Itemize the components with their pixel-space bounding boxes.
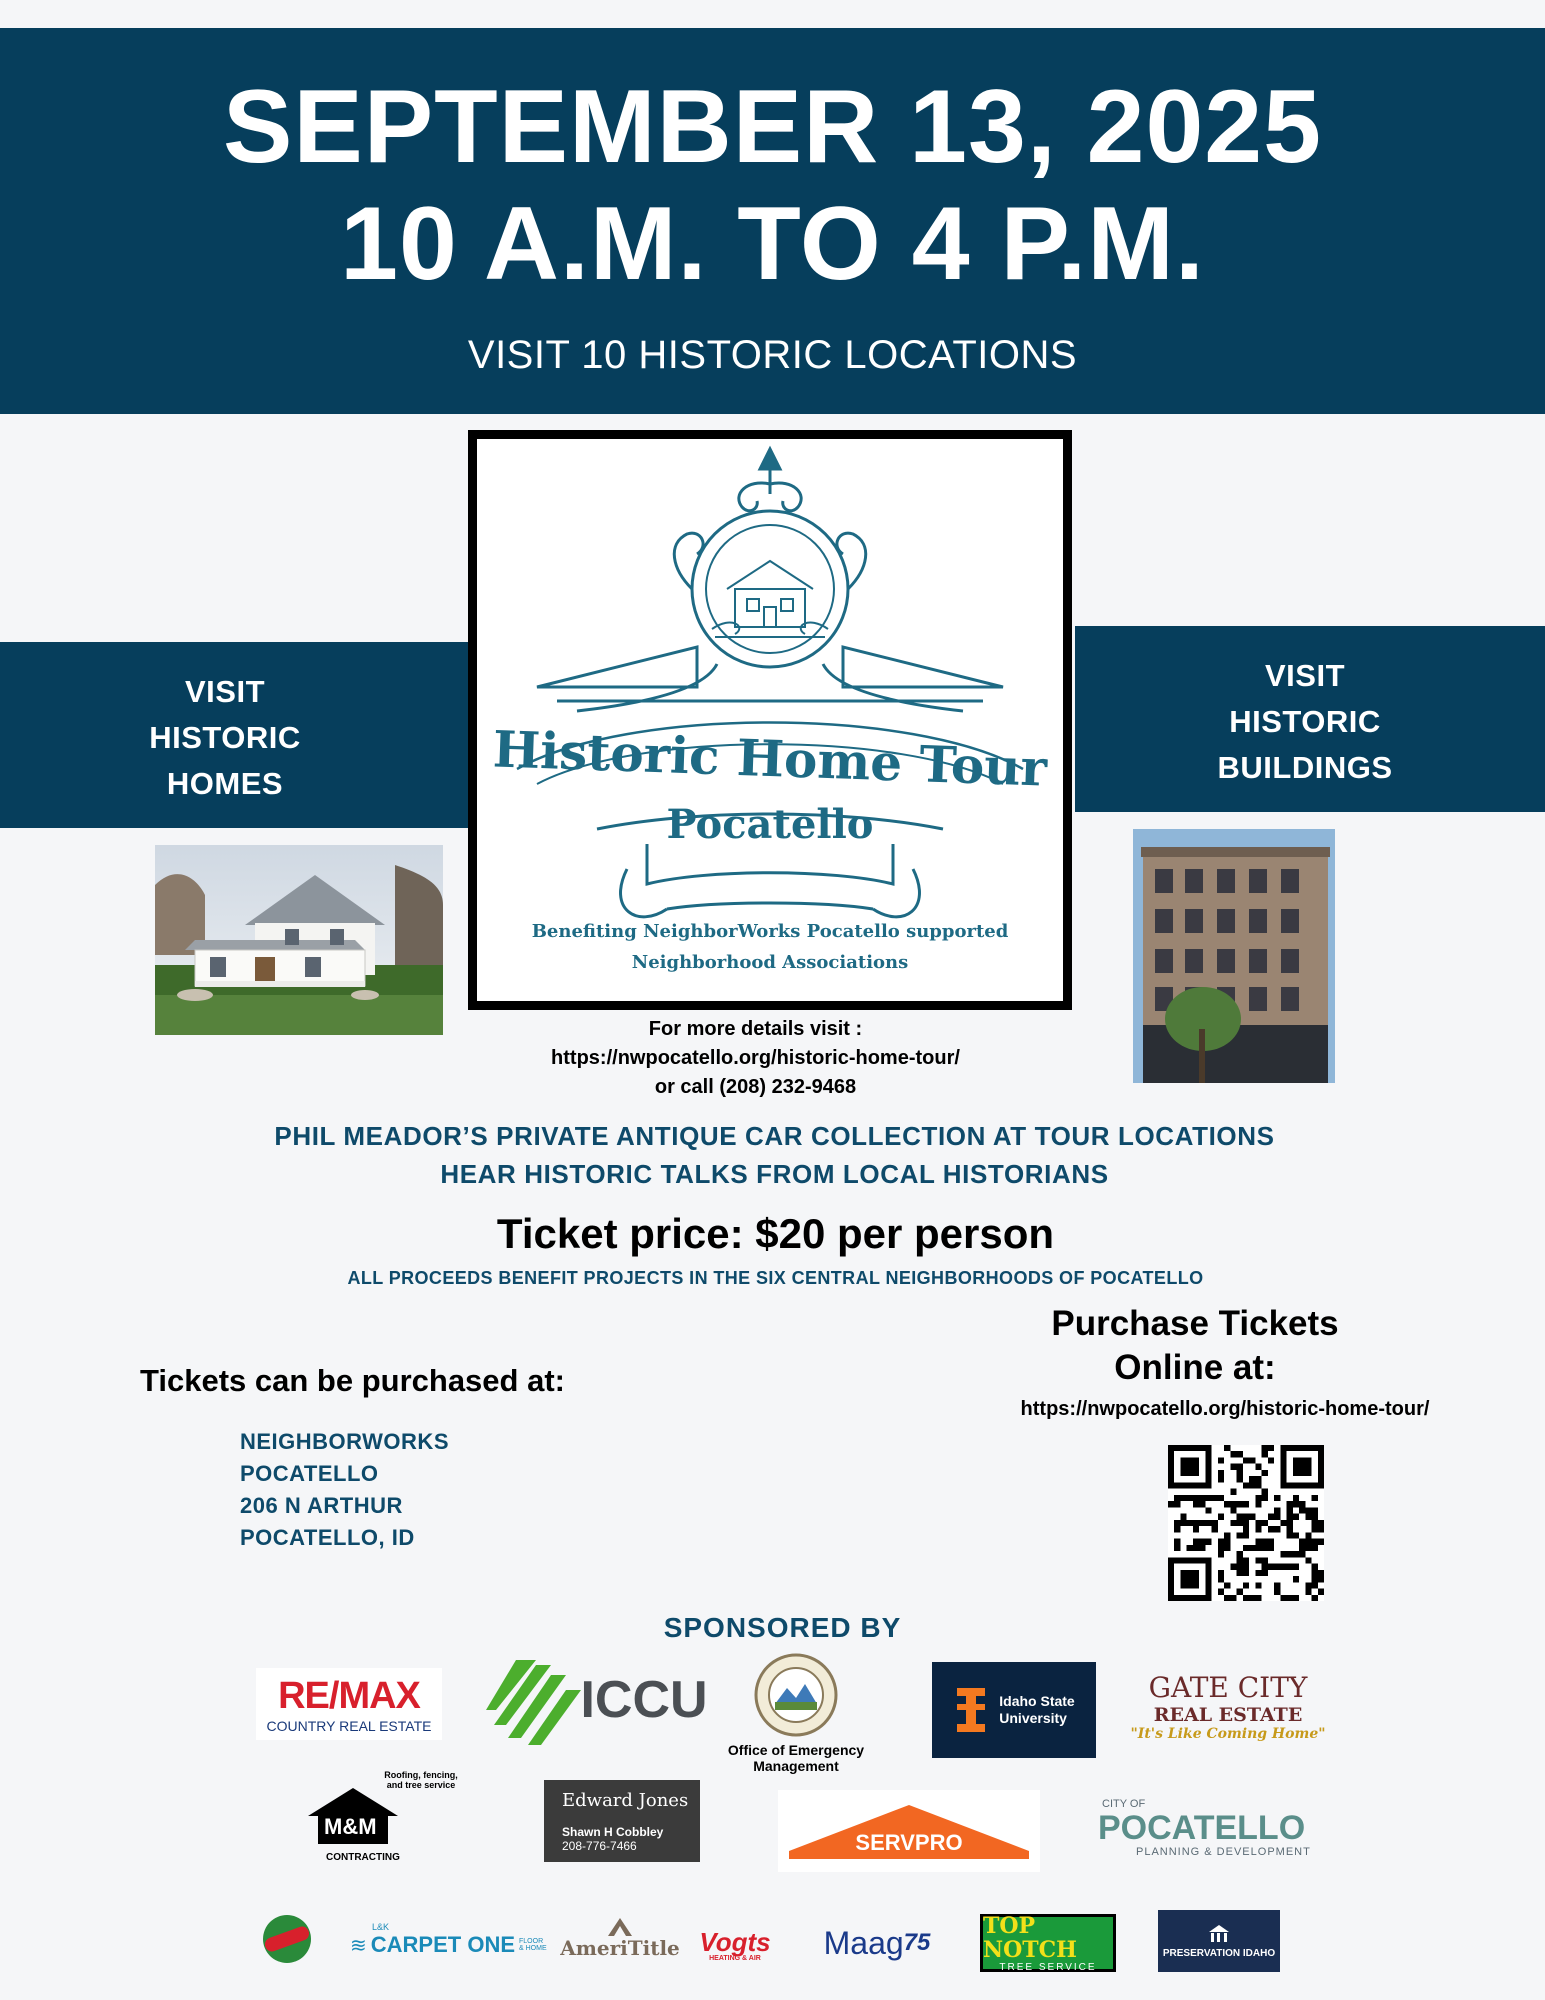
remax-logo: [256, 1668, 442, 1740]
edward-jones-person: Shawn H Cobbley: [562, 1824, 664, 1839]
isu-line1: Idaho State: [999, 1693, 1075, 1709]
header-band: [0, 28, 1545, 414]
edward-jones-phone: 208-776-7466: [562, 1838, 637, 1853]
county-seal-icon: [753, 1652, 839, 1738]
pocatello-pre: CITY OF: [1102, 1798, 1146, 1810]
maag-name: Maag: [823, 1924, 904, 1961]
isu-logo: [932, 1662, 1096, 1758]
details-url[interactable]: https://nwpocatello.org/historic-home-tour/: [551, 1047, 960, 1069]
carpet-one-pre: L&K: [372, 1922, 390, 1932]
address-line-2: POCATELLO: [240, 1461, 379, 1486]
tour-logo-benefit-1: Benefiting NeighborWorks Pocatello supported: [531, 921, 1009, 942]
ticket-price: Ticket price: $20 per person: [496, 1210, 1055, 1257]
visit-buildings-line1: VISIT: [1264, 658, 1345, 693]
tour-logo-benefit-2: Neighborhood Associations: [631, 952, 909, 973]
event-time: 10 A.M. TO 4 P.M.: [340, 186, 1205, 302]
vogts-name: Vogts: [699, 1926, 771, 1957]
pocatello-name: POCATELLO: [1098, 1809, 1306, 1847]
details-phone: or call (208) 232-9468: [654, 1076, 857, 1098]
details-intro: For more details visit :: [648, 1018, 863, 1040]
proceeds-note: ALL PROCEEDS BENEFIT PROJECTS IN THE SIX CENTRAL NEIGHBORHOODS OF POCATELLO: [347, 1268, 1204, 1288]
servpro-logo: [778, 1790, 1040, 1872]
carpet-one-logo: [350, 1916, 564, 1964]
visit-homes-line1: VISIT: [184, 674, 265, 709]
servpro-name: SERVPRO: [855, 1830, 963, 1855]
top-notch-name: TOP NOTCH: [983, 1912, 1077, 1963]
oem-logo: [710, 1648, 882, 1778]
remax-sub: COUNTRY REAL ESTATE: [266, 1717, 432, 1734]
vogts-sub: HEATING & AIR: [709, 1954, 761, 1962]
qr-code[interactable]: [1168, 1445, 1324, 1601]
oem-line1: Office of Emergency: [727, 1742, 865, 1758]
pocatello-sub: PLANNING & DEVELOPMENT: [1136, 1846, 1311, 1858]
remax-name: RE/MAX: [278, 1674, 420, 1717]
city-pocatello-logo: [1098, 1792, 1318, 1864]
maag-logo: [812, 1918, 942, 1968]
iccu-icon: [486, 1650, 586, 1750]
gate-city-logo: [1130, 1664, 1326, 1748]
edward-jones-logo: [544, 1780, 700, 1862]
purchase-address: [240, 1426, 449, 1554]
visit-homes-line2: HISTORIC: [149, 720, 301, 755]
tour-logo-title: Historic Home Tour: [492, 719, 1048, 798]
mm-name: M&M: [324, 1814, 377, 1839]
edward-jones-name: Edward Jones: [562, 1789, 689, 1811]
amerititle-logo: [560, 1910, 680, 1968]
iccu-logo: [482, 1650, 712, 1750]
purchase-location-heading: Tickets can be purchased at:: [140, 1363, 565, 1398]
tour-logo-city: Pocatello: [666, 801, 874, 848]
address-line-4: POCATELLO, ID: [240, 1525, 415, 1550]
tour-logo: [468, 430, 1072, 1010]
gate-city-tag: "It's Like Coming Home": [1130, 1725, 1326, 1742]
mm-contracting-logo: [304, 1770, 474, 1866]
visit-homes-band: [0, 642, 470, 828]
isu-mark-icon: [953, 1684, 989, 1736]
feature-historic-talks: HEAR HISTORIC TALKS FROM LOCAL HISTORIANS: [440, 1159, 1109, 1189]
visit-buildings-band: [1075, 626, 1545, 812]
visit-locations-text: VISIT 10 HISTORIC LOCATIONS: [467, 333, 1078, 377]
carpet-one-wave-icon: ≋: [350, 1934, 367, 1957]
carpet-one-name: CARPET ONE: [370, 1932, 516, 1957]
top-notch-sub: TREE SERVICE: [999, 1961, 1097, 1973]
feature-car-collection: PHIL MEADOR’S PRIVATE ANTIQUE CAR COLLECTION AT TOUR LOCATIONS: [274, 1121, 1275, 1151]
carpet-one-suffix: FLOOR & HOME: [519, 1938, 547, 1952]
visit-buildings-line3: BUILDINGS: [1217, 750, 1393, 785]
tour-logo-emblem: [477, 439, 1063, 1001]
address-line-3: 206 N ARTHUR: [240, 1493, 403, 1518]
preservation-idaho-logo: [1158, 1910, 1280, 1972]
online-purchase-url[interactable]: https://nwpocatello.org/historic-home-tour/: [1020, 1398, 1430, 1420]
bg-plumbing-logo: [256, 1912, 318, 1966]
preservation-idaho-building-icon: [1207, 1924, 1231, 1944]
historic-home-photo: [155, 845, 443, 1035]
online-heading-line2: Online at:: [1114, 1348, 1276, 1387]
maag-years: 75: [903, 1929, 931, 1956]
bg-wrench-icon: [256, 1912, 318, 1966]
online-purchase-heading: [1000, 1302, 1390, 1390]
sponsored-by-heading: SPONSORED BY: [663, 1612, 902, 1643]
iccu-name: ICCU: [580, 1671, 708, 1729]
visit-buildings-line2: HISTORIC: [1229, 704, 1381, 739]
isu-line2: University: [999, 1710, 1067, 1726]
address-line-1: NEIGHBORWORKS: [240, 1429, 449, 1454]
mm-tagline: Roofing, fencing, and tree service: [384, 1770, 458, 1790]
gate-city-sub: REAL ESTATE: [1153, 1703, 1303, 1726]
vogts-logo: [692, 1922, 778, 1968]
online-heading-line1: Purchase Tickets: [1051, 1304, 1339, 1343]
gate-city-name: GATE CITY: [1148, 1670, 1308, 1704]
visit-homes-line3: HOMES: [166, 766, 284, 801]
preservation-idaho-name: PRESERVATION IDAHO: [1162, 1947, 1276, 1959]
mm-sub: CONTRACTING: [326, 1852, 400, 1863]
amerititle-name: AmeriTitle: [560, 1936, 680, 1960]
event-date: SEPTEMBER 13, 2025: [223, 69, 1322, 185]
amerititle-a-icon: [608, 1918, 632, 1936]
oem-line2: Management: [753, 1758, 839, 1774]
top-notch-logo: [980, 1914, 1116, 1972]
